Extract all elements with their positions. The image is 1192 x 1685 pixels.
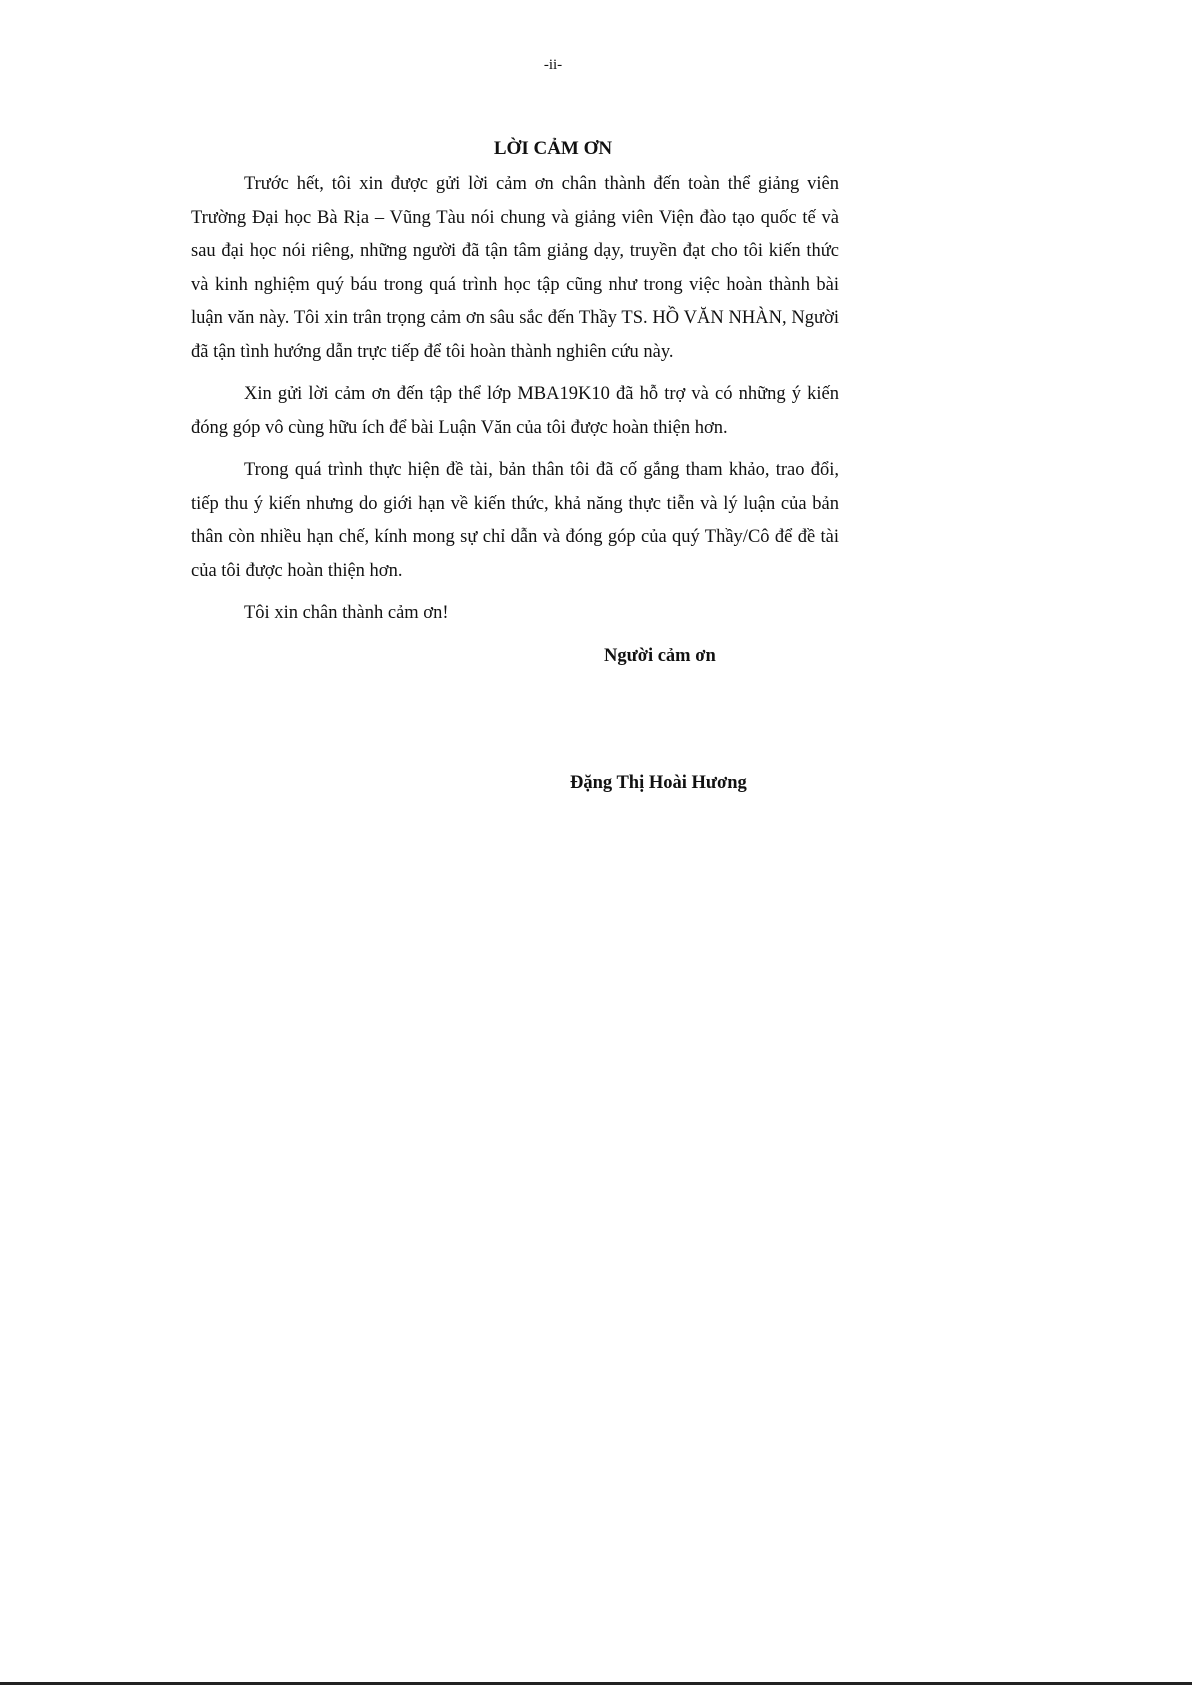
page-number: -ii- <box>543 57 563 73</box>
acknowledgement-body <box>191 168 839 640</box>
page-title: LỜI CẢM ƠN <box>493 138 613 159</box>
paragraph-limitations: Trong quá trình thực hiện đề tài, bản thân tôi đã cố gắng tham khảo, trao đổi, tiếp thu ý kiến nhưng do giới hạn về kiến thức, khả năng thực tiễn và lý luận của bản thân còn nhiều hạn chế, kính mong sự chỉ dẫn và đóng góp của quý Thầy/Cô để đề tài của tôi được hoàn thiện hơn. <box>191 460 839 581</box>
paragraph-closing: Tôi xin chân thành cảm ơn! <box>244 603 449 623</box>
paragraph-thanks-class: Xin gửi lời cảm ơn đến tập thể lớp MBA19K10 đã hỗ trợ và có những ý kiến đóng góp vô cùng hữu ích để bài Luận Văn của tôi được hoàn thiện hơn. <box>191 384 839 438</box>
author-name: Đặng Thị Hoài Hương <box>570 773 747 793</box>
signoff-label: Người cảm ơn <box>604 646 716 666</box>
paragraph-thanks-faculty: Trước hết, tôi xin được gửi lời cảm ơn chân thành đến toàn thể giảng viên Trường Đại học Bà Rịa – Vũng Tàu nói chung và giảng viên Viện đào tạo quốc tế và sau đại học nói riêng, những người đã tận tâm giảng dạy, truyền đạt cho tôi kiến thức và kinh nghiệm quý báu trong quá trình học tập cũng như trong việc hoàn thành bài luận văn này. Tôi xin trân trọng cảm ơn sâu sắc đến Thầy TS. HỒ VĂN NHÀN, Người đã tận tình hướng dẫn trực tiếp để tôi hoàn thành nghiên cứu này. <box>191 174 839 362</box>
